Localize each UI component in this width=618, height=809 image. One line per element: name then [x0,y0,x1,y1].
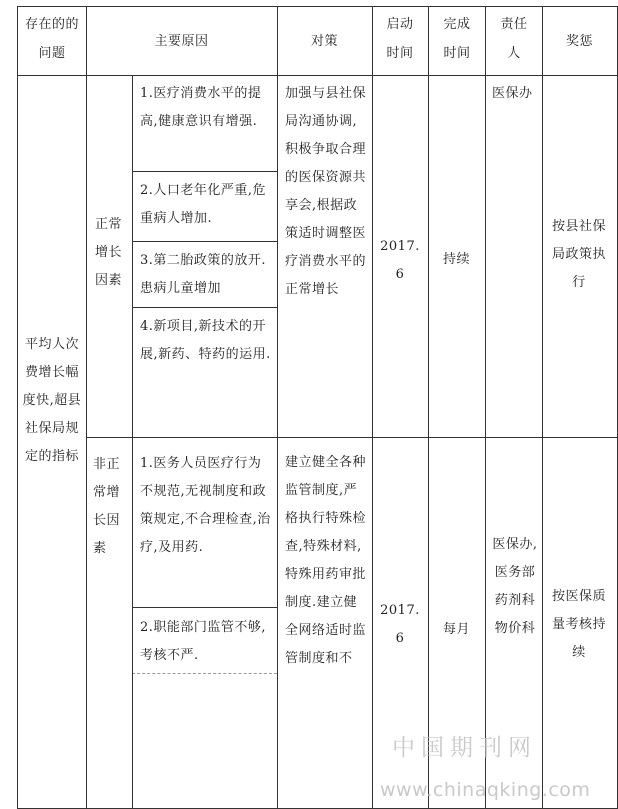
column-divider [277,6,278,809]
header-measure: 对策 [310,34,338,49]
cause-item: 2.职能部门监管不够,考核不严. [140,620,267,663]
cause-item: 2.人口老年化严重,危重病人增加. [140,183,267,226]
cause-item: 4.新项目,新技术的开展,新药、特药的运用. [140,319,271,362]
cause-item: 1.医疗消费水平的提高,健康意识有增强. [140,86,262,129]
watermark-title: 中国期刊网 [392,735,537,761]
cause-item: 1.医务人员医疗行为不规范,无视制度和政策规定,不合理检查,治疗,及用药. [140,456,271,555]
watermark-url: www.chinaqking.com [380,779,591,801]
column-divider [428,6,429,809]
column-divider [485,6,486,809]
finish-time: 每月 [442,622,470,637]
owner-text: 医保办,医务部药剂科物价科 [492,537,538,636]
cause-divider [132,307,277,308]
problem-text: 平均人次费增长幅度快,超县社保局规定的指标 [22,337,82,464]
finish-time: 持续 [442,252,470,267]
header-bottom-border [17,75,618,76]
column-divider [86,6,87,809]
header-start: 启动时间 [386,17,414,61]
measure-text: 建立健全各种监管制度,严格执行特殊检查,特殊材料,特殊用药审批制度.建立健全网络适时监管制度和不 [285,455,367,666]
group-category: 正常增长因素 [95,217,123,288]
header-problem: 存在的的问题 [24,17,79,61]
group-category: 非正常增长因素 [93,457,121,556]
table-top-border [17,6,618,7]
header-finish: 完成时间 [443,17,471,61]
cause-item: 3.第二胎政策的放开.患病儿童增加 [140,253,267,296]
column-divider [132,75,133,809]
header-owner: 责任人 [500,17,528,61]
group-divider [86,437,618,438]
header-reward: 奖惩 [565,34,593,49]
cause-divider [132,241,277,242]
reward-text: 按医保质量考核持续 [551,589,606,660]
owner-text: 医保办 [492,86,533,101]
header-cause: 主要原因 [154,34,209,49]
column-divider [542,6,543,809]
table-left-border [17,6,18,809]
measure-text: 加强与县社保局沟通协调,积极争取合理的医保资源共享会,根据政策适时调整医疗消费水平的正常增长 [285,86,367,297]
start-time: 2017.6 [380,239,420,282]
start-time: 2017.6 [380,603,420,646]
reward-text: 按县社保局政策执行 [551,219,606,290]
cause-divider [132,171,277,172]
cause-dashed-rule [132,673,277,674]
cause-divider [132,607,277,608]
column-divider [372,6,373,809]
